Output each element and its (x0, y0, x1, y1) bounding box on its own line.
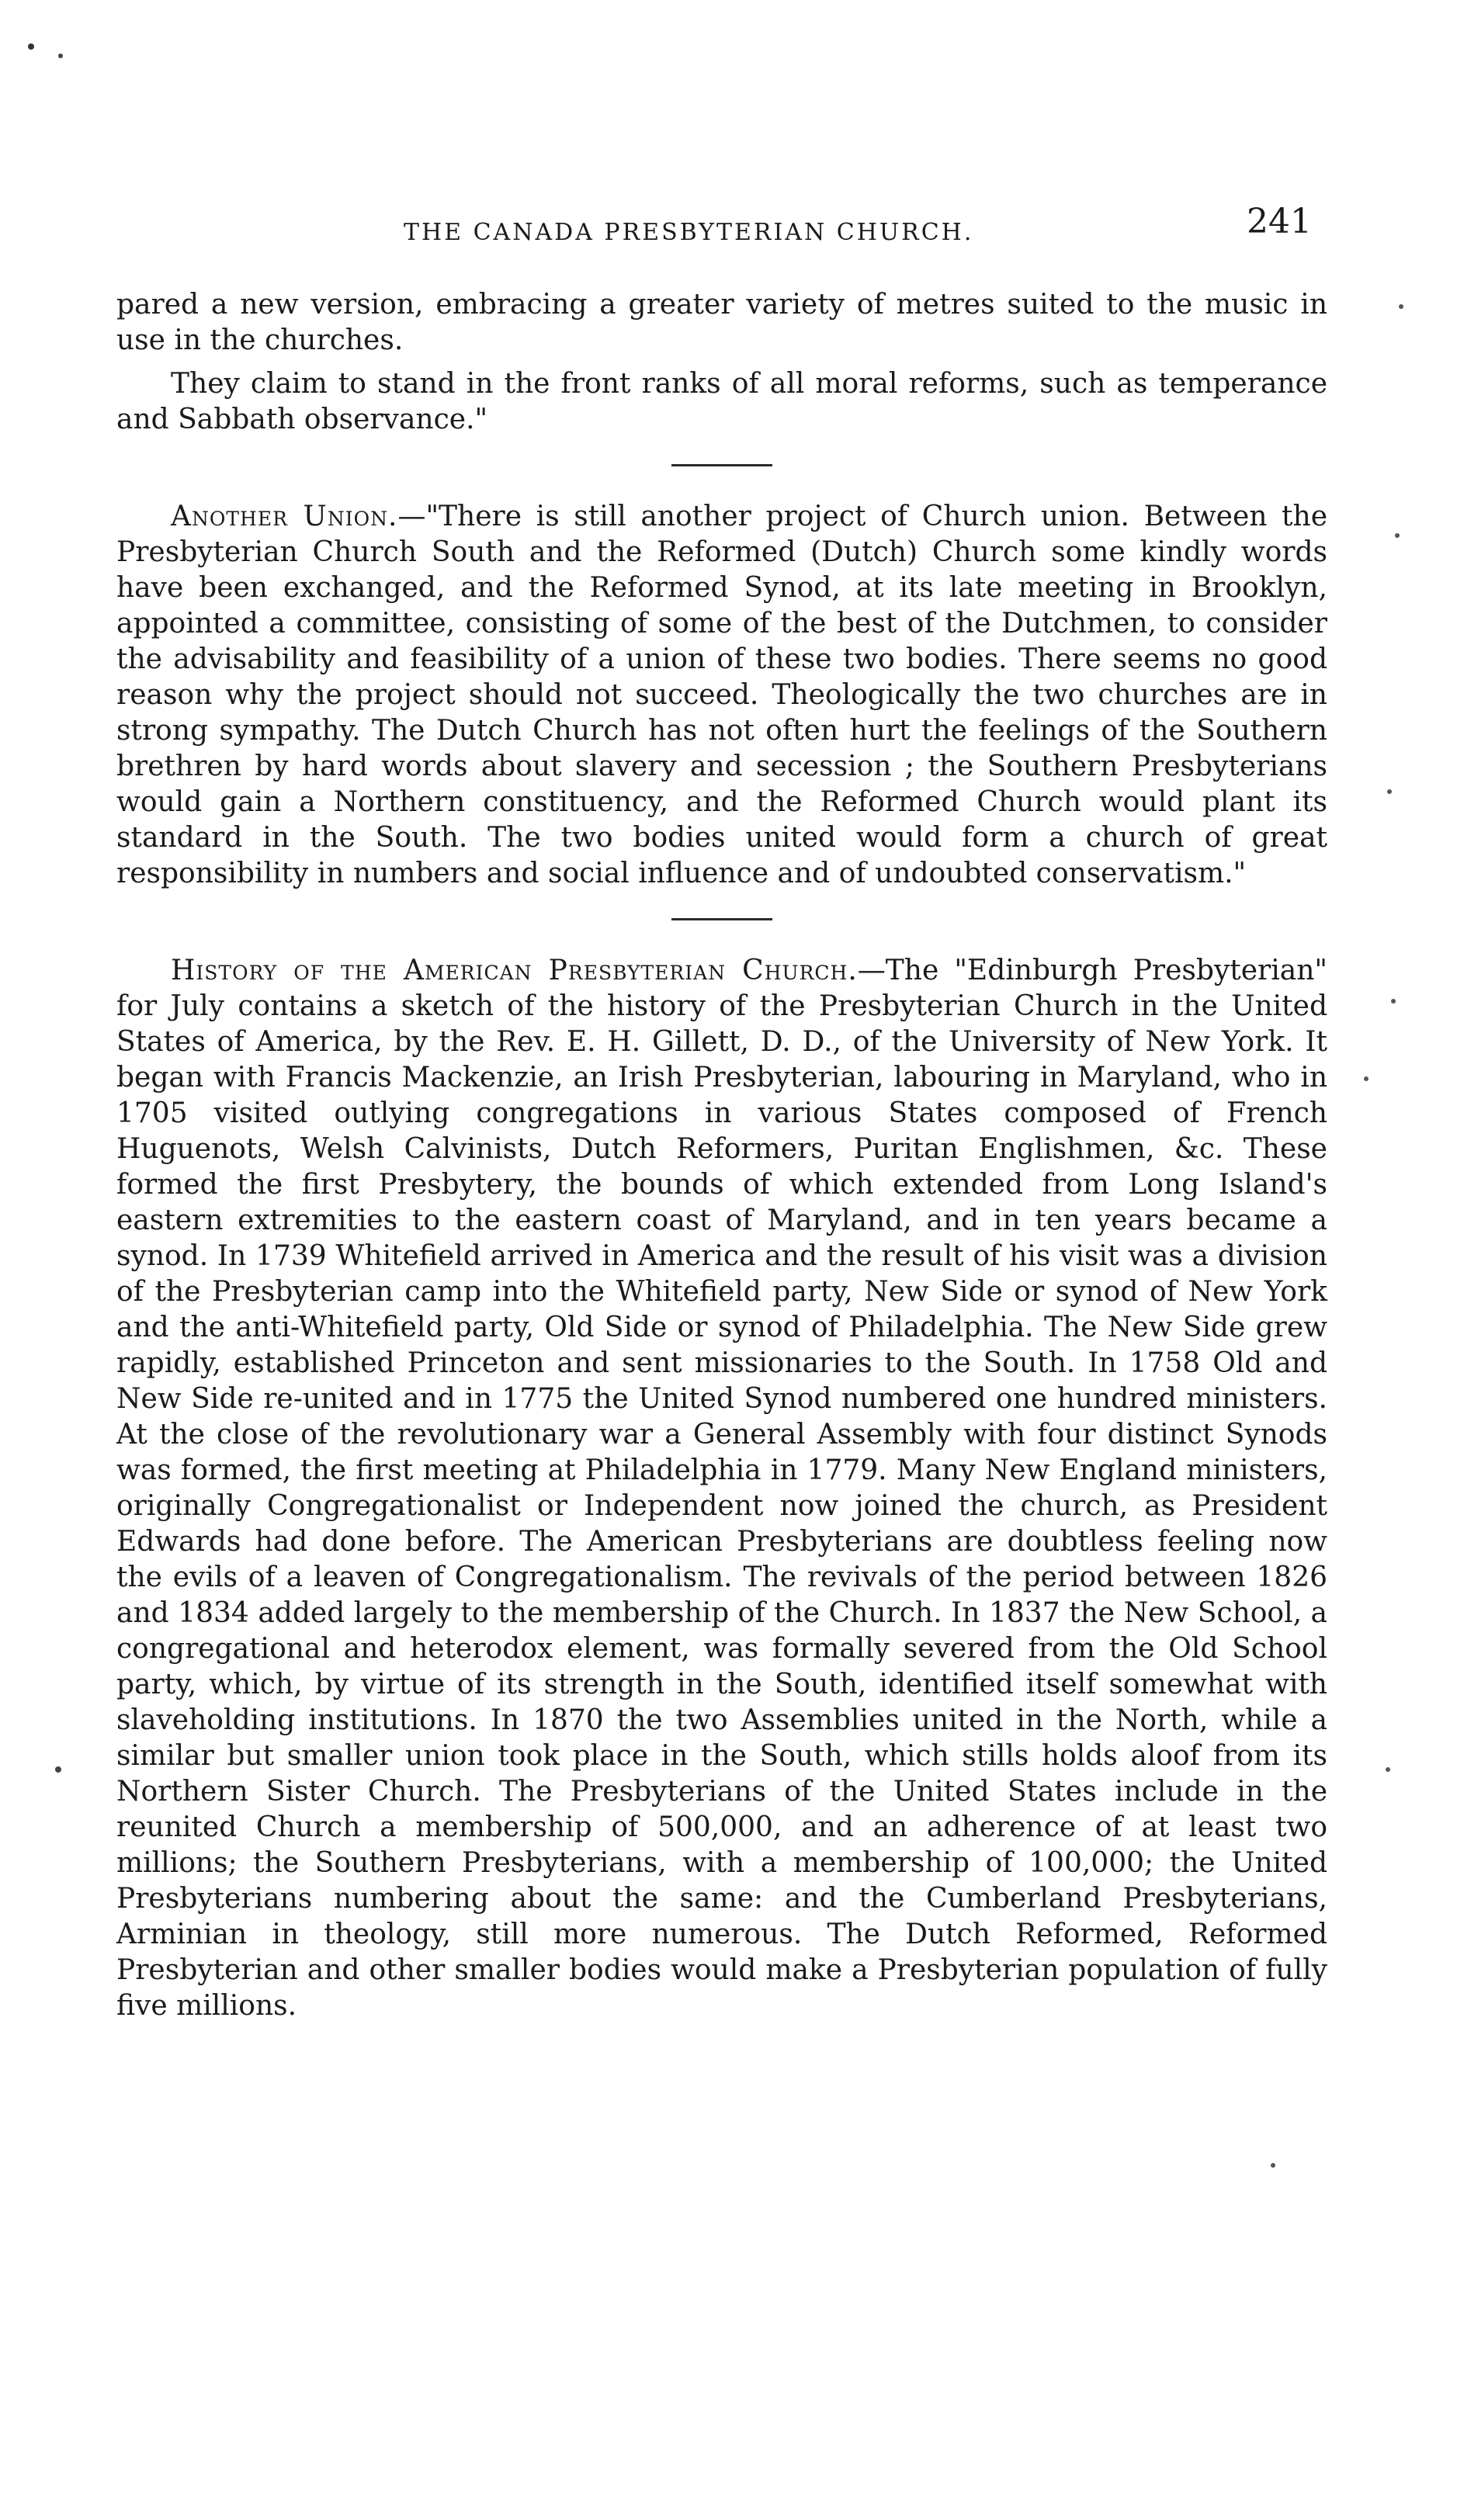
section-body: —"There is still another project of Church union. Between the Presbyterian Church South and the Reformed (Dutch) Church some kindly words have been exchanged, and the Reformed Synod, at its late meeting in Brooklyn, appointed a committee, consisting of some of the best of the Dutchmen, to consider the advisability and feasibility of a union of these two bodies. There seems no good reason why the project should not succeed. Theologically the two churches are in strong sympathy. The Dutch Church has not often hurt the feelings of the Southern brethren by hard words about slavery and secession ; the Southern Presbyterians would gain a Northern constituency, and the Reformed Church would plant its standard in the South. The two bodies united would form a church of great responsibility in numbers and social influence and of undoubted conservatism." (116, 501, 1328, 889)
section-heading: History of the American Presbyterian Church. (171, 955, 858, 986)
page-number: 241 (1247, 202, 1312, 241)
running-title: THE CANADA PRESBYTERIAN CHURCH. (404, 219, 974, 246)
continued-paragraph: pared a new version, embracing a greater variety of metres suited to the music in use in the churches. (116, 289, 1327, 356)
quote-closing-paragraph: They claim to stand in the front ranks of all moral reforms, such as temperance and Sabbath observance." (116, 368, 1327, 435)
section-heading: Another Union. (171, 501, 398, 532)
section-body: —The "Edinburgh Presbyterian" for July contains a sketch of the history of the Presbyterian Church in the United States of America, by the Rev. E. H. Gillett, D. D., of the University of New York. It began with Francis Mackenzie, an Irish Presbyterian, labouring in Maryland, who in 1705 visited outlying congregations in various States composed of French Huguenots, Welsh Calvinists, Dutch Reformers, Puritan Englishmen, &c. These formed the first Presbytery, the bounds of which extended from Long Island's eastern extremities to the eastern coast of Maryland, and in ten years became a synod. In 1739 Whitefield arrived in America and the result of his visit was a division of the Presbyterian camp into the Whitefield party, New Side or synod of New York and the anti-Whitefield party, Old Side or synod of Philadelphia. The New Side grew rapidly, established Princeton and sent missionaries to the South. In 1758 Old and New Side re-united and in 1775 the United Synod numbered one hundred ministers. At the close of the revolutionary war a General Assembly with four distinct Synods was formed, the first meeting at Philadelphia in 1779. Many New England ministers, originally Congregationalist or Independent now joined the church, as President Edwards had done before. The American Presbyterians are doubtless feeling now the evils of a leaven of Congregationalism. The revivals of the period between 1826 and 1834 added largely to the membership of the Church. In 1837 the New School, a congregational and heterodox element, was formally severed from the Old School party, which, by virtue of its strength in the South, identified itself somewhat with slaveholding institutions. In 1870 the two Assemblies united in the North, while a similar but smaller union took place in the South, which stills holds aloof from its Northern Sister Church. The Presbyterians of the United States include in the reunited Church a membership of 500,000, and an adherence of at least two millions; the Southern Presbyterians, with a membership of 100,000; the United Presbyterians numbering about the same: and the Cumberland Presbyterians, Arminian in theology, still more numerous. The Dutch Reformed, Reformed Presbyterian and other smaller bodies would make a Presbyterian population of fully five millions. (116, 955, 1327, 2022)
